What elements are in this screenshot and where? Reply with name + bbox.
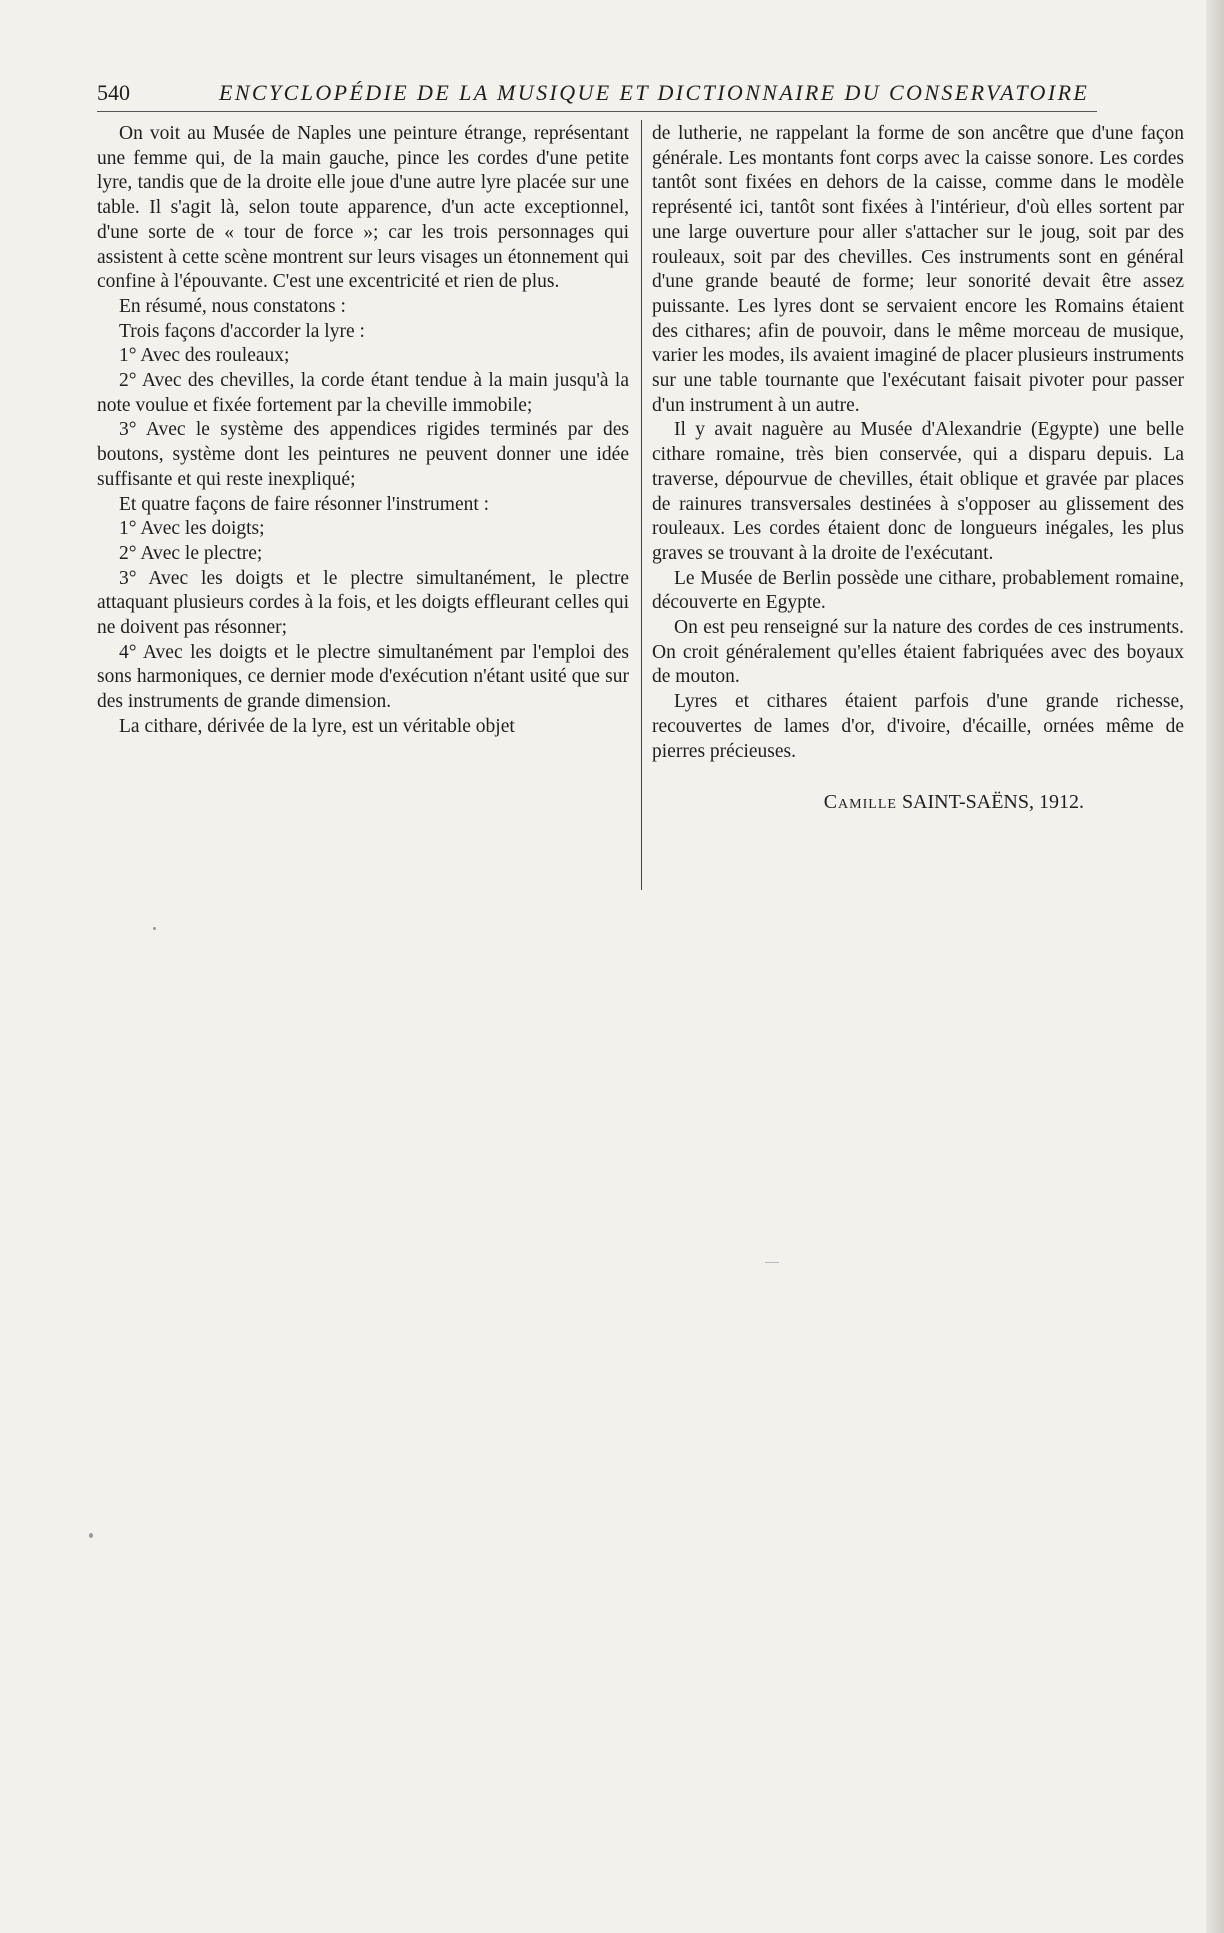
paragraph: Il y avait naguère au Musée d'Alexandrie (Egypte) une belle cithare romaine, très bien conservée, qui a disparu depuis. La traverse, dépourvue de chevilles, était oblique et gravée par places de rainures transversales destinées à s'opposer au glissement des rouleaux. Les cordes étaient donc de longueurs inégales, les plus graves se trouvant à la droite de l'exécutant. xyxy=(652,419,1184,564)
paper-speck xyxy=(153,927,156,930)
paragraph: Et quatre façons de faire résonner l'instrument : xyxy=(119,493,490,515)
paragraph: En résumé, nous constatons : xyxy=(119,295,346,317)
running-head xyxy=(97,78,1097,108)
list-item: 3° Avec les doigts et le plectre simultanément, le plectre attaquant plusieurs cordes à la fois, et les doigts effleurant celles qui ne doivent pas résonner; xyxy=(97,567,629,639)
list-item: 1° Avec les doigts; xyxy=(119,518,265,540)
paragraph: On est peu renseigné sur la nature des cordes de ces instruments. On croit généralement qu'elles étaient fabriquées avec des boyaux de mouton. xyxy=(652,617,1184,688)
signature xyxy=(652,790,1184,815)
paper-speck xyxy=(765,1262,779,1263)
signature-first-name: Camille xyxy=(823,791,897,814)
list-item: 3° Avec le système des appendices rigides terminés par des boutons, système dont les peintures ne peuvent donner une idée suffisante et qui reste inexpliqué; xyxy=(97,419,629,490)
paper-speck xyxy=(89,1533,93,1538)
paragraph: Lyres et cithares étaient parfois d'une grande richesse, recouvertes de lames d'or, d'ivoire, d'écaille, ornées même de pierres précieuses. xyxy=(652,691,1184,762)
list-item: 2° Avec des chevilles, la corde étant tendue à la main jusqu'à la note voulue et fixée fortement par la cheville immobile; xyxy=(97,370,629,416)
list-item: 4° Avec les doigts et le plectre simultanément par l'emploi des sons harmoniques, ce dernier mode d'exécution n'étant usité que sur des instruments de grande dimension. xyxy=(97,641,629,713)
paragraph: Le Musée de Berlin possède une cithare, probablement romaine, découverte en Egypte. xyxy=(652,567,1184,614)
right-column xyxy=(652,122,1184,815)
page-edge xyxy=(1206,0,1224,1933)
journal-title: ENCYCLOPÉDIE DE LA MUSIQUE ET DICTIONNAIRE DU CONSERVATOIRE xyxy=(219,80,1090,105)
paragraph: La cithare, dérivée de la lyre, est un véritable objet xyxy=(119,715,515,737)
list-item: 1° Avec des rouleaux; xyxy=(119,345,290,367)
signature-last-name: SAINT-SAËNS, xyxy=(901,791,1034,814)
paragraph: On voit au Musée de Naples une peinture étrange, représentant une femme qui, de la main gauche, pince les cordes d'une petite lyre, tandis que de la droite elle joue d'une autre lyre placée sur une table. Il s'agit là, selon toute apparence, d'un acte exceptionnel, d'une sorte de « tour de force »; car les trois personnages qui assistent à cette scène montrent sur leurs visages un étonnement qui confine à l'épouvante. C'est une excentricité et rien de plus. xyxy=(97,123,629,293)
page-number: 540 xyxy=(97,80,130,105)
left-column xyxy=(97,122,629,740)
column-divider xyxy=(641,120,642,890)
list-item: 2° Avec le plectre; xyxy=(119,542,263,564)
paragraph: de lutherie, ne rappelant la forme de son ancêtre que d'une façon générale. Les montants font corps avec la caisse sonore. Les cordes tantôt sont fixées en dehors de la caisse, comme dans le modèle représenté ici, tantôt sont fixées à l'intérieur, d'où elles sortent par une large ouverture pour aller s'attacher sur le joug, soit par des rouleaux, soit par des chevilles. Ces instruments sont en général d'une grande beauté de forme; leur sonorité devait être assez puissante. Les lyres dont se servaient encore les Romains étaient des cithares; afin de pouvoir, dans le même morceau de musique, varier les modes, ils avaient imaginé de placer plusieurs instruments sur une table tournante que l'exécutant faisait pivoter pour passer d'un instrument à un autre. xyxy=(652,123,1184,416)
header-rule xyxy=(97,111,1097,112)
paragraph: Trois façons d'accorder la lyre : xyxy=(119,320,365,342)
signature-year: 1912. xyxy=(1039,791,1084,814)
